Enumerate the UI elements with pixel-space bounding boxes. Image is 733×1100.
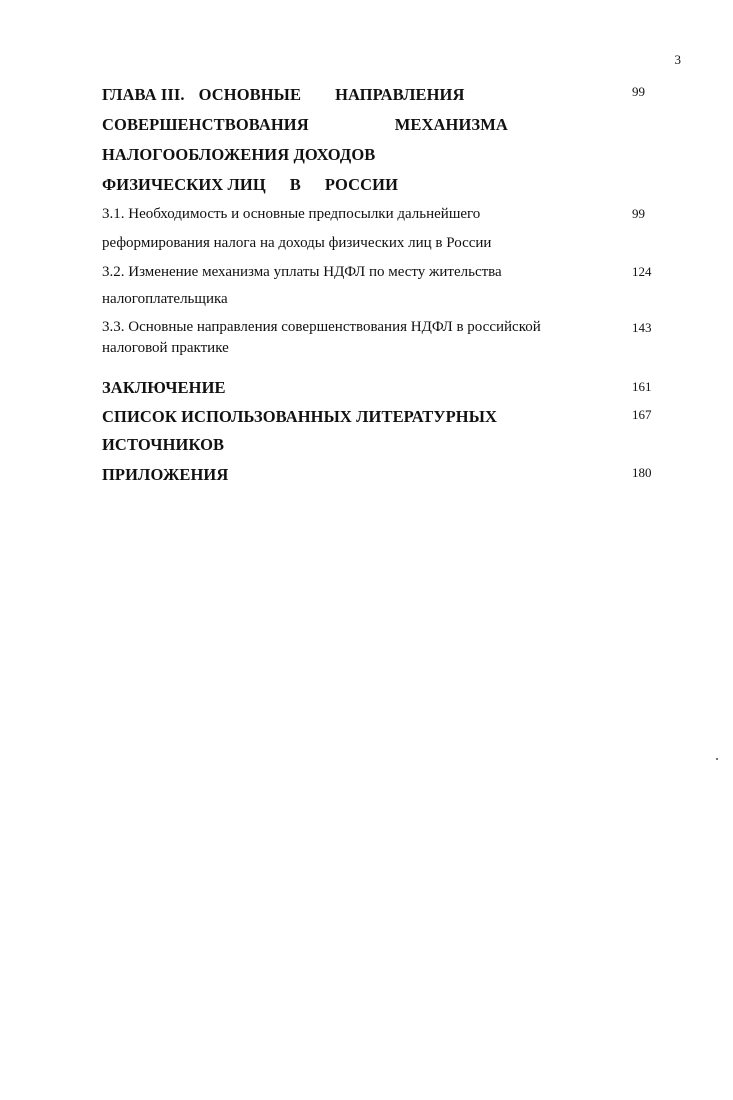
scan-speck [716,758,718,760]
toc-entry-conclusion[interactable] [102,375,672,401]
toc-entry-chapter-3[interactable] [102,80,672,200]
section-3-1-title [102,202,622,258]
toc-entry-section-3-2[interactable] [102,260,672,314]
chapter-title-line-1 [102,80,622,110]
toc-entry-section-3-3[interactable] [102,316,672,358]
chapter-word: ОСНОВНЫЕ [198,85,302,104]
chapter-title-line-3 [102,140,622,170]
section-3-1-line-2: реформирования налога на доходы физических лиц в России [102,235,492,251]
chapter-word: В [289,175,301,194]
section-3-3-title [102,316,622,358]
appendices-title: ПРИЛОЖЕНИЯ [102,465,229,484]
chapter-3-page: 99 [632,84,645,99]
toc-entry-appendices[interactable] [102,461,672,489]
section-3-3-line-1: 3.3. Основные направления совершенствования НДФЛ в российской [102,319,541,335]
toc-entry-bibliography[interactable] [102,403,672,459]
bibliography-line-1: СПИСОК ИСПОЛЬЗОВАННЫХ ЛИТЕРАТУРНЫХ [102,407,498,426]
section-3-3-line-2: налоговой практике [102,340,229,356]
chapter-word: РОССИИ [324,175,399,194]
chapter-3-title [102,80,622,200]
section-3-2-title [102,260,622,314]
section-3-3-page: 143 [632,320,652,335]
chapter-word: ГЛАВА III. [102,85,185,104]
section-3-2-page: 124 [632,264,652,279]
section-3-2-line-1: 3.2. Изменение механизма уплаты НДФЛ по месту жительства [102,264,502,280]
chapter-title-line-4 [102,170,622,200]
page-number: 3 [674,52,681,67]
section-3-1-line-1: 3.1. Необходимость и основные предпосылки дальнейшего [102,206,481,222]
chapter-word: НАПРАВЛЕНИЯ [335,85,465,104]
bibliography-line-2: ИСТОЧНИКОВ [102,435,225,454]
chapter-word: СОВЕРШЕНСТВОВАНИЯ [102,115,309,134]
section-3-2-line-2: налогоплательщика [102,291,228,307]
bibliography-title [102,403,622,459]
chapter-word: МЕХАНИЗМА [394,115,508,134]
chapter-title-line-2 [102,110,622,140]
conclusion-page: 161 [632,379,652,394]
appendices-page: 180 [632,465,652,480]
toc-entry-section-3-1[interactable] [102,202,672,258]
conclusion-title: ЗАКЛЮЧЕНИЕ [102,378,226,397]
table-of-contents [102,80,672,489]
chapter-word: ФИЗИЧЕСКИХ ЛИЦ [102,175,266,194]
section-3-1-page: 99 [632,206,645,221]
bibliography-page: 167 [632,407,652,422]
chapter-word: НАЛОГООБЛОЖЕНИЯ ДОХОДОВ [102,145,376,164]
